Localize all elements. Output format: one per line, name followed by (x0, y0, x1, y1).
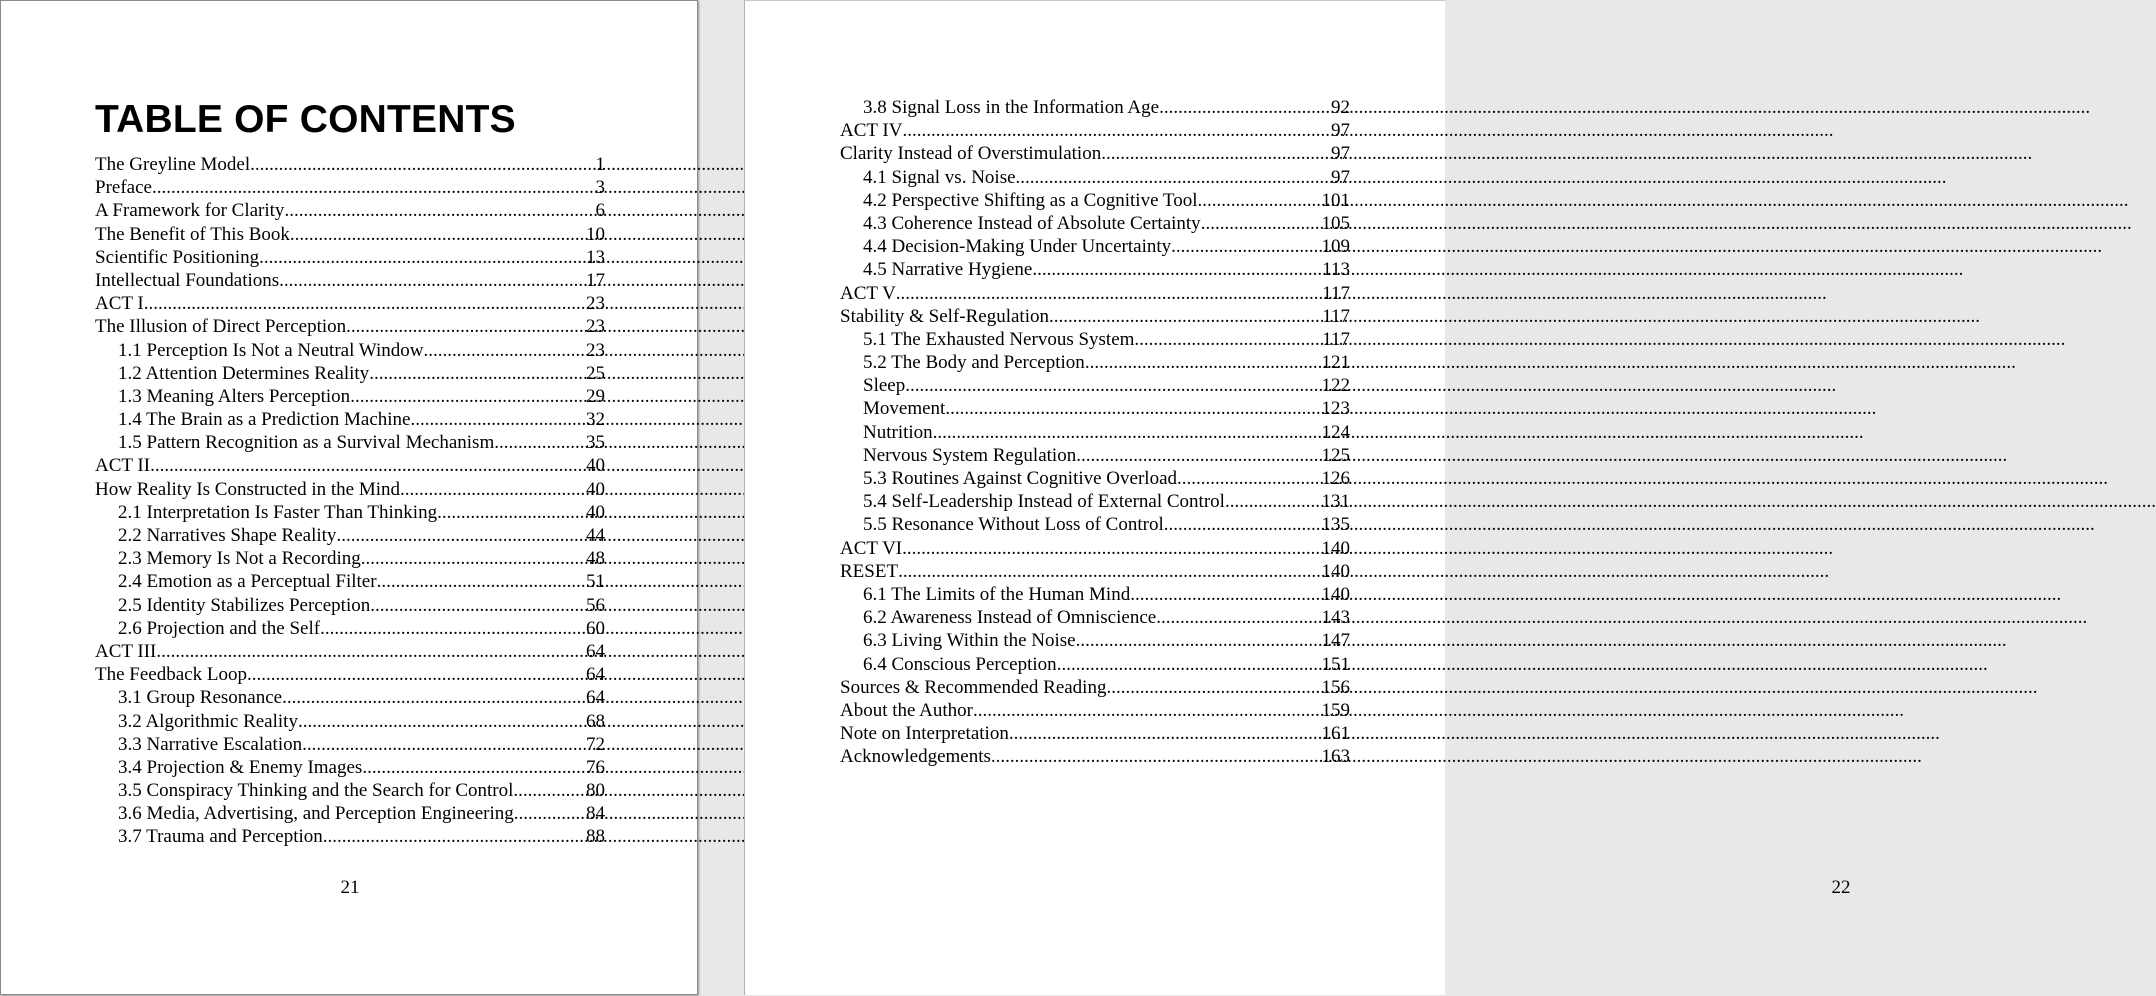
toc-entry-title: 6.3 Living Within the Noise (863, 630, 1076, 652)
toc-entry-page: 151 (1321, 653, 1350, 675)
toc-entry-page: 40 (586, 478, 605, 500)
toc-entry (840, 490, 1350, 513)
toc-entry (840, 467, 1350, 490)
dot-leader (902, 537, 1321, 560)
toc-entry-page: 29 (586, 385, 605, 407)
toc-entry (840, 560, 1350, 583)
toc-entry-title: A Framework for Clarity (95, 200, 285, 222)
toc-entry-title: Nutrition (863, 421, 933, 443)
toc-entry-title: 4.3 Coherence Instead of Absolute Certainty (863, 212, 1201, 234)
toc-entry-page: 68 (586, 710, 605, 732)
toc-entry-title: 2.3 Memory Is Not a Recording (118, 548, 361, 570)
toc-entry-page: 64 (586, 664, 605, 686)
toc-entry-title: Stability & Self-Regulation (840, 305, 1049, 327)
dot-leader (494, 431, 586, 454)
toc-entry-title: 3.8 Signal Loss in the Information Age (863, 97, 1160, 118)
dot-leader (144, 292, 586, 315)
toc-entry-title: 3.6 Media, Advertising, and Perception Engineering (118, 803, 514, 825)
dot-leader (1159, 96, 1331, 119)
toc-entry-title: 3.3 Narrative Escalation (118, 733, 303, 755)
dot-leader (898, 560, 1321, 583)
toc-entry (95, 825, 605, 848)
toc-entry (95, 292, 605, 315)
dot-leader (284, 199, 595, 222)
toc-entry-page: 161 (1321, 723, 1350, 745)
toc-list-left (95, 153, 605, 849)
dot-leader (1177, 467, 1321, 490)
toc-entry-title: 6.1 The Limits of the Human Mind (863, 583, 1131, 605)
toc-entry-title: 6.2 Awareness Instead of Omniscience (863, 607, 1157, 629)
toc-entry-title: 3.7 Trauma and Perception (118, 826, 323, 848)
toc-entry-title: 2.5 Identity Stabilizes Perception (118, 594, 371, 616)
toc-entry-title: 1.4 The Brain as a Prediction Machine (118, 409, 411, 431)
toc-entry-page: 97 (1331, 166, 1350, 188)
dot-leader (156, 640, 586, 663)
toc-entry (95, 802, 605, 825)
toc-entry-title: ACT IV (840, 120, 903, 142)
toc-entry-title: 5.5 Resonance Without Loss of Control (863, 514, 1164, 536)
toc-entry (840, 444, 1350, 467)
toc-entry-title: ACT V (840, 282, 896, 304)
toc-entry-page: 121 (1321, 352, 1350, 374)
dot-leader (323, 825, 586, 848)
dot-leader (279, 269, 586, 292)
toc-entry-page: 25 (586, 362, 605, 384)
toc-entry-title: 4.1 Signal vs. Noise (863, 166, 1016, 188)
dot-leader (1225, 490, 1322, 513)
dot-leader (350, 385, 586, 408)
toc-entry (840, 282, 1350, 305)
toc-entry (95, 501, 605, 524)
dot-leader (513, 779, 586, 802)
dot-leader (377, 570, 586, 593)
toc-entry (95, 663, 605, 686)
dot-leader (1032, 258, 1322, 281)
dot-leader (1101, 142, 1331, 165)
dot-leader (346, 315, 586, 338)
page-number: 21 (340, 877, 360, 898)
dot-leader (400, 478, 586, 501)
toc-entry-title: 5.2 The Body and Perception (863, 352, 1085, 374)
dot-leader (1164, 513, 1322, 536)
toc-entry-page: 140 (1321, 560, 1350, 582)
toc-entry-page: 131 (1321, 491, 1350, 513)
toc-entry-title: Clarity Instead of Overstimulation (840, 143, 1102, 165)
toc-entry-title: The Feedback Loop (95, 664, 247, 686)
toc-entry-page: 88 (586, 826, 605, 848)
toc-entry-title: Movement (863, 398, 946, 420)
toc-entry-page: 124 (1321, 421, 1350, 443)
toc-entry-page: 122 (1321, 375, 1350, 397)
toc-entry (840, 653, 1350, 676)
toc-entry-page: 72 (586, 733, 605, 755)
toc-entry-title: 3.2 Algorithmic Reality (118, 710, 298, 732)
toc-entry (95, 246, 605, 269)
dot-leader (973, 699, 1322, 722)
toc-entry-page: 23 (586, 293, 605, 315)
toc-entry (95, 153, 605, 176)
dot-leader (361, 547, 586, 570)
toc-entry (840, 258, 1350, 281)
toc-entry-page: 125 (1321, 444, 1350, 466)
dot-leader (259, 246, 586, 269)
toc-entry (840, 305, 1350, 328)
toc-entry-title: 3.4 Projection & Enemy Images (118, 756, 363, 778)
toc-entry-title: The Illusion of Direct Perception (95, 316, 347, 338)
toc-entry-page: 117 (1322, 328, 1350, 350)
toc-entry (95, 779, 605, 802)
toc-entry (840, 328, 1350, 351)
toc-entry (840, 676, 1350, 699)
toc-entry (95, 478, 605, 501)
toc-entry (95, 315, 605, 338)
toc-entry-page: 101 (1321, 189, 1350, 211)
dot-leader (1049, 305, 1322, 328)
dot-leader (411, 408, 587, 431)
toc-entry-title: Sources & Recommended Reading (840, 676, 1107, 698)
toc-entry (95, 199, 605, 222)
toc-entry-page: 32 (586, 409, 605, 431)
toc-entry-page: 13 (586, 246, 605, 268)
toc-entry (840, 374, 1350, 397)
toc-entry-title: Sleep (863, 375, 906, 397)
dot-leader (514, 802, 586, 825)
dot-leader (437, 501, 586, 524)
toc-entry-title: 5.3 Routines Against Cognitive Overload (863, 468, 1178, 489)
toc-entry-page: 147 (1321, 630, 1350, 652)
dot-leader (1076, 444, 1321, 467)
toc-entry (840, 119, 1350, 142)
toc-entry (95, 686, 605, 709)
toc-entry (95, 640, 605, 663)
toc-entry-title: Preface (95, 177, 152, 199)
toc-entry (840, 166, 1350, 189)
toc-entry (95, 617, 605, 640)
toc-entry-page: 92 (1331, 97, 1350, 118)
toc-list-right (840, 96, 1350, 768)
toc-entry (95, 176, 605, 199)
toc-entry-title: 1.1 Perception Is Not a Neutral Window (118, 339, 424, 361)
toc-entry (840, 722, 1350, 745)
toc-entry-page: 163 (1321, 746, 1350, 768)
toc-entry-page: 97 (1331, 143, 1350, 165)
toc-entry-title: 1.2 Attention Determines Reality (118, 362, 370, 384)
dot-leader (991, 745, 1322, 768)
toc-entry (840, 699, 1350, 722)
toc-entry-title: 2.4 Emotion as a Perceptual Filter (118, 571, 377, 593)
toc-entry (840, 745, 1350, 768)
toc-entry (95, 570, 605, 593)
toc-entry-title: 2.6 Projection and the Self (118, 617, 321, 639)
dot-leader (1201, 212, 1322, 235)
toc-entry-title: ACT VI (840, 537, 903, 559)
toc-entry-page: 40 (586, 455, 605, 477)
toc-entry-page: 159 (1321, 699, 1350, 721)
toc-entry (95, 454, 605, 477)
toc-entry-title: ACT III (95, 640, 157, 662)
toc-entry-page: 143 (1321, 607, 1350, 629)
toc-entry-page: 123 (1321, 398, 1350, 420)
toc-entry-title: 6.4 Conscious Perception (863, 653, 1057, 675)
dot-leader (1009, 722, 1322, 745)
toc-entry-page: 6 (595, 200, 605, 222)
toc-entry-page: 64 (586, 687, 605, 709)
toc-entry (95, 431, 605, 454)
toc-entry-page: 140 (1321, 583, 1350, 605)
toc-entry-title: The Benefit of This Book (95, 223, 290, 245)
toc-entry (840, 351, 1350, 374)
dot-leader (905, 374, 1321, 397)
toc-entry-page: 109 (1321, 236, 1350, 258)
toc-entry-title: 5.4 Self-Leadership Instead of External Control (863, 491, 1225, 513)
toc-entry (840, 421, 1350, 444)
toc-entry (840, 606, 1350, 629)
dot-leader (298, 710, 586, 733)
toc-entry-title: ACT II (95, 455, 151, 477)
toc-entry (95, 362, 605, 385)
dot-leader (250, 153, 595, 176)
dot-leader (336, 524, 586, 547)
toc-entry-title: 1.3 Meaning Alters Perception (118, 385, 351, 407)
toc-entry-title: 3.1 Group Resonance (118, 687, 283, 709)
dot-leader (1016, 166, 1331, 189)
toc-entry (95, 733, 605, 756)
toc-entry-page: 64 (586, 640, 605, 662)
toc-entry (95, 223, 605, 246)
dot-leader (1156, 606, 1321, 629)
toc-entry-page: 80 (586, 780, 605, 802)
toc-entry (840, 629, 1350, 652)
toc-entry (840, 142, 1350, 165)
toc-entry-page: 17 (586, 269, 605, 291)
dot-leader (370, 594, 586, 617)
toc-entry-page: 23 (586, 339, 605, 361)
toc-entry-title: Note on Interpretation (840, 723, 1009, 745)
toc-entry (95, 524, 605, 547)
page-number: 22 (1831, 877, 1851, 898)
toc-entry (840, 189, 1350, 212)
toc-entry (840, 96, 1350, 119)
page-title: TABLE OF CONTENTS (95, 98, 516, 141)
toc-entry (95, 756, 605, 779)
dot-leader (1171, 235, 1321, 258)
toc-entry-page: 23 (586, 316, 605, 338)
toc-entry-page: 48 (586, 548, 605, 570)
toc-entry (840, 513, 1350, 536)
dot-leader (247, 663, 586, 686)
toc-entry-title: 2.1 Interpretation Is Faster Than Thinking (118, 501, 438, 523)
dot-leader (896, 282, 1322, 305)
toc-entry (95, 710, 605, 733)
toc-entry-page: 76 (586, 756, 605, 778)
toc-entry-page: 84 (586, 803, 605, 825)
toc-entry-title: Intellectual Foundations (95, 269, 280, 291)
toc-entry-page: 40 (586, 501, 605, 523)
dot-leader (423, 339, 586, 362)
dot-leader (1076, 629, 1322, 652)
toc-entry (95, 594, 605, 617)
dot-leader (1085, 351, 1322, 374)
toc-entry-page: 3 (595, 177, 605, 199)
toc-entry-page: 51 (586, 571, 605, 593)
toc-entry-page: 117 (1322, 282, 1350, 304)
toc-entry-title: ACT I (95, 293, 144, 315)
dot-leader (1134, 328, 1322, 351)
toc-entry-title: Nervous System Regulation (863, 444, 1077, 466)
toc-entry-page: 97 (1331, 120, 1350, 142)
toc-entry (95, 408, 605, 431)
toc-entry (840, 397, 1350, 420)
toc-entry (840, 537, 1350, 560)
dot-leader (282, 686, 586, 709)
toc-entry-page: 126 (1321, 468, 1350, 489)
toc-entry-title: How Reality Is Constructed in the Mind (95, 478, 401, 500)
toc-entry (95, 385, 605, 408)
toc-entry-title: 5.1 The Exhausted Nervous System (863, 328, 1135, 350)
dot-leader (945, 397, 1321, 420)
dot-leader (302, 733, 586, 756)
toc-entry-title: 1.5 Pattern Recognition as a Survival Mechanism (118, 432, 495, 454)
toc-entry (840, 583, 1350, 606)
toc-entry (840, 212, 1350, 235)
toc-entry-title: Scientific Positioning (95, 246, 260, 268)
toc-entry (95, 547, 605, 570)
dot-leader (320, 617, 586, 640)
dot-leader (902, 119, 1331, 142)
toc-entry-title: RESET (840, 560, 899, 582)
toc-entry-title: 2.2 Narratives Shape Reality (118, 525, 337, 546)
toc-entry-title: 3.5 Conspiracy Thinking and the Search for Control (118, 780, 514, 802)
dot-leader (933, 421, 1322, 444)
toc-entry-page: 113 (1322, 259, 1350, 281)
dot-leader (1197, 189, 1321, 212)
toc-entry-title: 4.5 Narrative Hygiene (863, 259, 1033, 281)
toc-entry-page: 156 (1321, 676, 1350, 698)
toc-entry-page: 105 (1321, 212, 1350, 234)
toc-entry-title: 4.4 Decision-Making Under Uncertainty (863, 236, 1172, 258)
toc-entry-title: The Greyline Model (95, 154, 251, 175)
dot-leader (1130, 583, 1321, 606)
dot-leader (290, 223, 586, 246)
toc-entry-page: 135 (1321, 514, 1350, 536)
toc-entry (95, 269, 605, 292)
dot-leader (1106, 676, 1321, 699)
dot-leader (369, 362, 586, 385)
toc-entry-page: 140 (1321, 537, 1350, 559)
toc-entry-page: 44 (586, 525, 605, 546)
toc-entry-page: 56 (586, 594, 605, 616)
toc-entry-page: 35 (586, 432, 605, 454)
toc-entry-page: 60 (586, 617, 605, 639)
toc-entry-page: 10 (586, 223, 605, 245)
toc-entry (95, 339, 605, 362)
toc-entry-title: 4.2 Perspective Shifting as a Cognitive Tool (863, 189, 1198, 211)
dot-leader (1057, 653, 1322, 676)
document-page-left (0, 0, 698, 995)
dot-leader (362, 756, 586, 779)
dot-leader (152, 176, 596, 199)
toc-entry-page: 1 (595, 154, 605, 175)
toc-entry-page: 117 (1322, 305, 1350, 327)
toc-entry-title: Acknowledgements (840, 746, 991, 768)
toc-entry-title: About the Author (840, 699, 973, 721)
toc-entry (840, 235, 1350, 258)
dot-leader (150, 454, 586, 477)
